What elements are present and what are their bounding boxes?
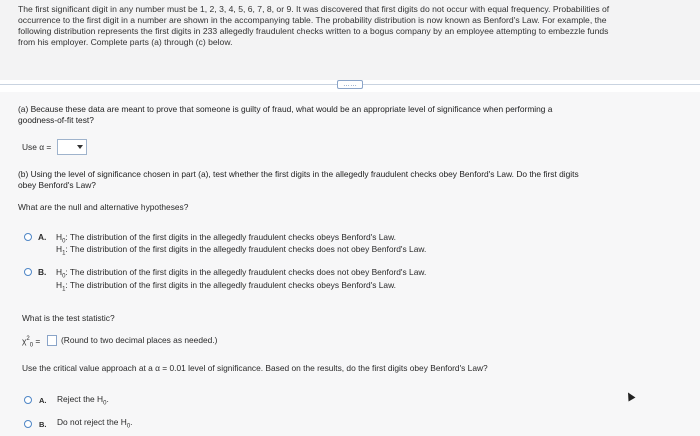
chi-square-label: $\chi^2_0$ = <box>22 335 41 349</box>
round-hint: (Round to two decimal places as needed.) <box>61 335 218 345</box>
part-a-question-line-2: goodness-of-fit test? <box>18 115 94 125</box>
decision-a-radio[interactable] <box>24 396 32 404</box>
h0-symbol: H <box>56 267 63 277</box>
part-b-question-line-1: (b) Using the level of significance chosen in part (a), test whether the first digits in the allegedly fraudulent checks obey Benford's Law. Do the first digits <box>18 169 579 179</box>
use-alpha-label: Use α = <box>22 142 52 152</box>
decision-b-letter: B. <box>39 420 47 429</box>
test-stat-prompt: What is the test statistic? <box>22 313 115 323</box>
problem-intro <box>0 0 700 80</box>
intro-line-3: following distribution represents the first digits in 233 allegedly fraudulent checks written to a bogus company by an employee attempting to embezzle funds <box>18 26 609 36</box>
intro-line-2: occurrence to the first digit in a number are shown in the accompanying table. The probability distribution is now known as Benford's Law. For example, the <box>18 15 607 25</box>
option-a-letter: A. <box>38 232 47 242</box>
decision-b-text: Do not reject the $H_0$. <box>57 417 133 430</box>
option-a-radio[interactable] <box>24 233 32 241</box>
intro-line-4: from his employer. Complete parts (a) through (c) below. <box>18 37 233 47</box>
option-a-h1: $H_1$: The distribution of the first digits in the allegedly fraudulent checks does not obey Benford's Law. <box>56 244 427 257</box>
alpha-select-dropdown[interactable] <box>57 139 87 155</box>
decision-b-radio[interactable] <box>24 420 32 428</box>
part-b-question-line-2: obey Benford's Law? <box>18 180 96 190</box>
decision-a-letter: A. <box>39 396 47 405</box>
part-a-question-line-1: (a) Because these data are meant to prove that someone is guilty of fraud, what would be an appropriate level of significance when performing a <box>18 104 553 114</box>
h1-symbol: H <box>56 244 63 254</box>
intro-line-1: The first significant digit in any number must be 1, 2, 3, 4, 5, 6, 7, 8, or 9. It was discovered that first digits do not occur with equal frequency. Probabilities of <box>18 4 610 14</box>
option-b-radio[interactable] <box>24 268 32 276</box>
question-card <box>0 92 700 436</box>
hypotheses-prompt: What are the null and alternative hypotheses? <box>18 202 189 212</box>
chevron-down-icon <box>77 145 83 149</box>
option-b-letter: B. <box>38 267 47 277</box>
h1-symbol: H <box>56 280 63 290</box>
option-b-h1: $H_1$: The distribution of the first digits in the allegedly fraudulent checks obeys Benford's Law. <box>56 280 397 293</box>
critical-value-prompt: Use the critical value approach at a α = 0.01 level of significance. Based on the results, do the first digits obey Benford's Law? <box>22 363 488 373</box>
decision-a-text: Reject the $H_0$. <box>57 394 109 407</box>
test-statistic-input[interactable] <box>47 335 57 346</box>
expand-more-button[interactable]: …… <box>337 80 363 89</box>
h0-symbol: H <box>56 232 63 242</box>
option-b-h0: $H_0$: The distribution of the first digits in the allegedly fraudulent checks does not obey Benford's Law. <box>56 267 427 280</box>
option-a-h0: $H_0$: The distribution of the first digits in the allegedly fraudulent checks obeys Benford's Law. <box>56 232 397 245</box>
